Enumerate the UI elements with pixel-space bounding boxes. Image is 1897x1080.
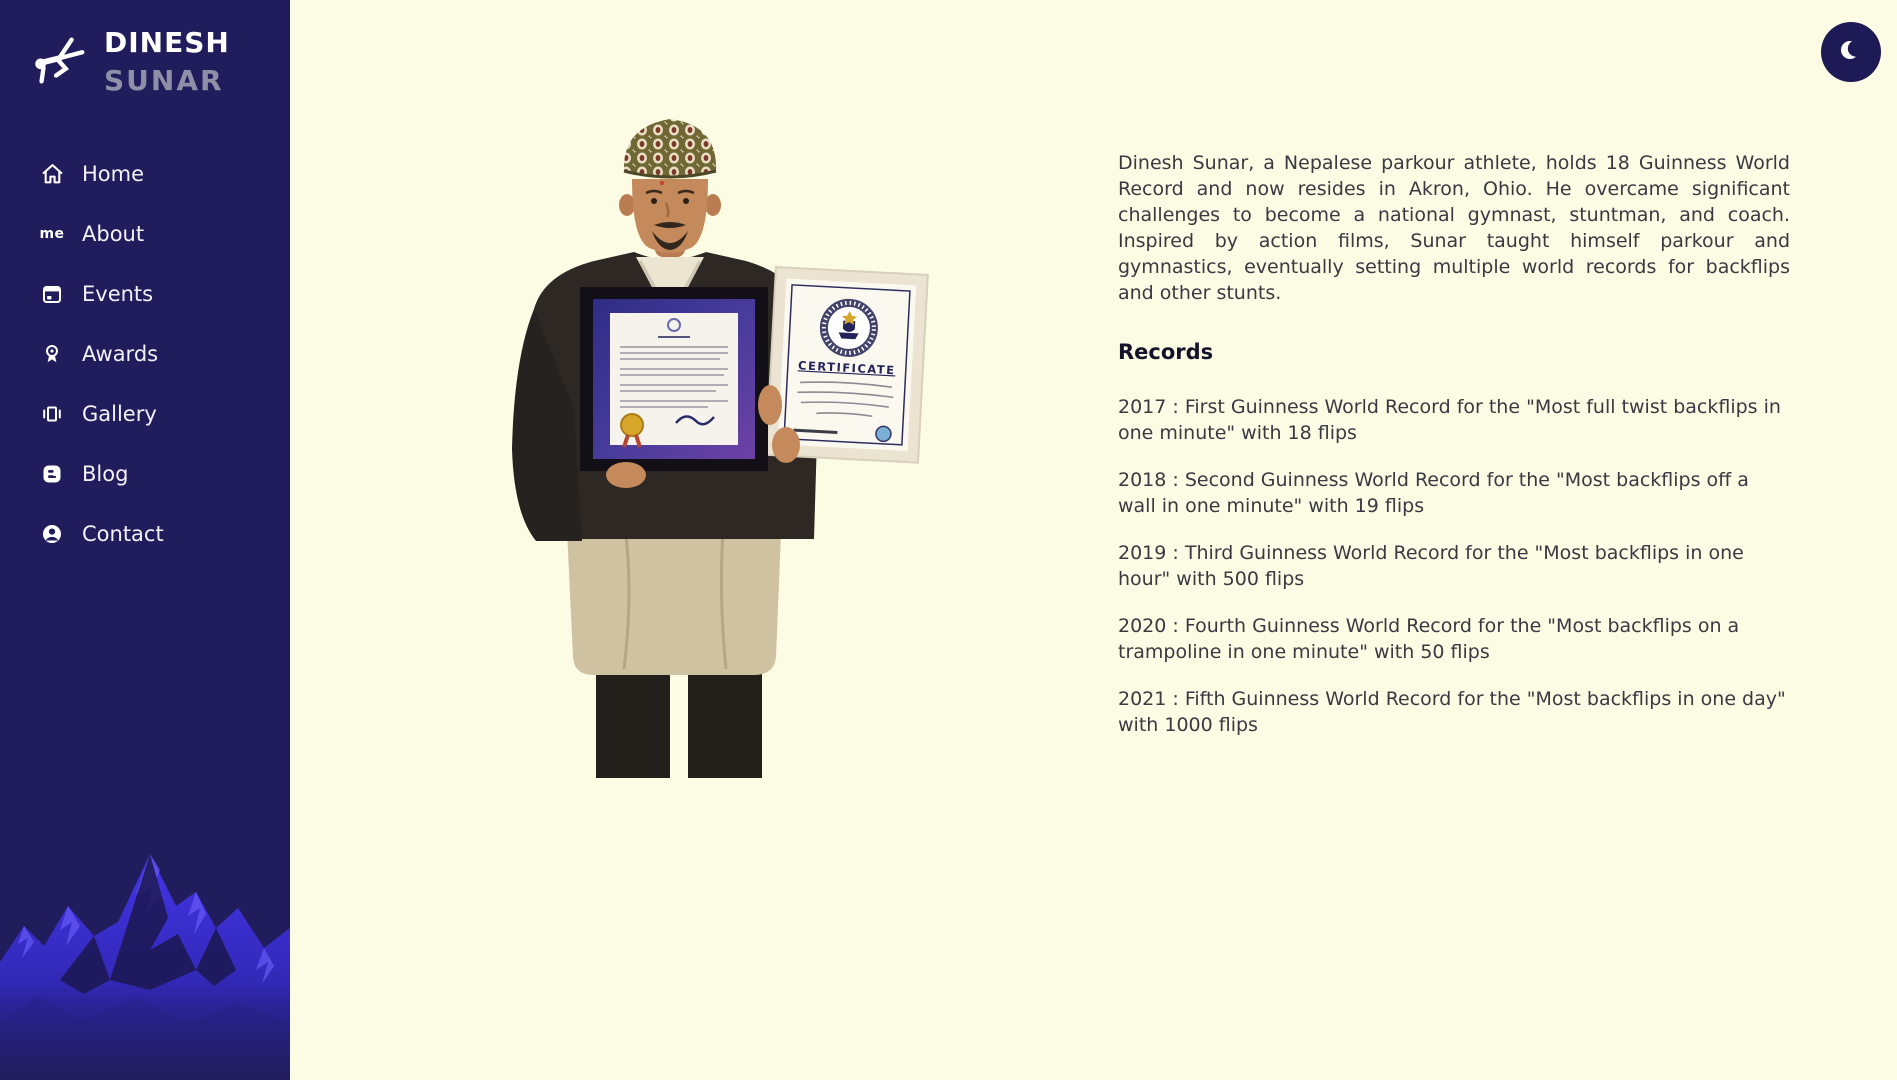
sidebar-item-events[interactable] <box>0 264 290 324</box>
sidebar-item-gallery[interactable] <box>0 384 290 444</box>
sidebar-item-home[interactable] <box>0 144 290 204</box>
records-heading: Records <box>1118 340 1214 364</box>
contact-icon <box>40 522 64 546</box>
parkour-flip-icon <box>28 31 90 93</box>
about-intro: Dinesh Sunar, a Nepalese parkour athlete, holds 18 Guinness World Record and now resides in Akron, Ohio. He overcame significant challenges to become a national gymnast, stuntman, and coach. Inspired by action films, Sunar taught himself parkour and gymnastics, eventually setting multiple world records for backflips and other stunts. <box>1118 152 1790 304</box>
medal-icon <box>40 342 64 366</box>
record-item-2018: 2018 : Second Guinness World Record for the "Most backflips off a wall in one minute" with 19 flips <box>1118 469 1749 517</box>
sidebar-item-label: Contact <box>82 521 164 546</box>
sidebar <box>0 0 290 1080</box>
record-item-2021: 2021 : Fifth Guinness World Record for the "Most backflips in one day" with 1000 flips <box>1118 688 1786 736</box>
sidebar-item-blog[interactable] <box>0 444 290 504</box>
sidebar-nav <box>0 144 290 564</box>
sidebar-item-label: Blog <box>82 461 129 486</box>
logo-last-name: SUNAR <box>104 63 224 97</box>
theme-toggle-button[interactable] <box>1821 22 1881 82</box>
sidebar-item-label: Awards <box>82 341 159 366</box>
about-section <box>1118 150 1790 759</box>
sidebar-item-label: Events <box>82 281 154 306</box>
gwr-logo <box>823 302 876 355</box>
certificate-title: CERTIFICATE <box>797 358 896 378</box>
sidebar-item-label: Home <box>82 161 145 186</box>
mountain-artwork <box>0 830 290 1080</box>
me-icon: me <box>39 225 65 242</box>
gallery-icon <box>40 402 64 426</box>
about-photo <box>474 109 936 778</box>
sidebar-item-awards[interactable] <box>0 324 290 384</box>
blog-icon <box>40 462 64 486</box>
sidebar-item-label: Gallery <box>82 401 157 426</box>
home-icon <box>40 162 64 186</box>
record-item-2019: 2019 : Third Guinness World Record for the "Most backflips in one hour" with 500 flips <box>1118 542 1744 590</box>
logo-first-name: DINESH <box>104 26 230 59</box>
sidebar-item-about[interactable] <box>0 204 290 264</box>
sidebar-item-label: About <box>82 221 145 246</box>
site-logo[interactable] <box>0 0 290 100</box>
calendar-icon <box>40 282 64 306</box>
moon-icon <box>1838 37 1864 67</box>
record-item-2017: 2017 : First Guinness World Record for the "Most full twist backflips in one minute" with 18 flips <box>1118 396 1781 444</box>
record-item-2020: 2020 : Fourth Guinness World Record for the "Most backflips on a trampoline in one minute" with 50 flips <box>1118 615 1740 663</box>
sidebar-item-contact[interactable] <box>0 504 290 564</box>
